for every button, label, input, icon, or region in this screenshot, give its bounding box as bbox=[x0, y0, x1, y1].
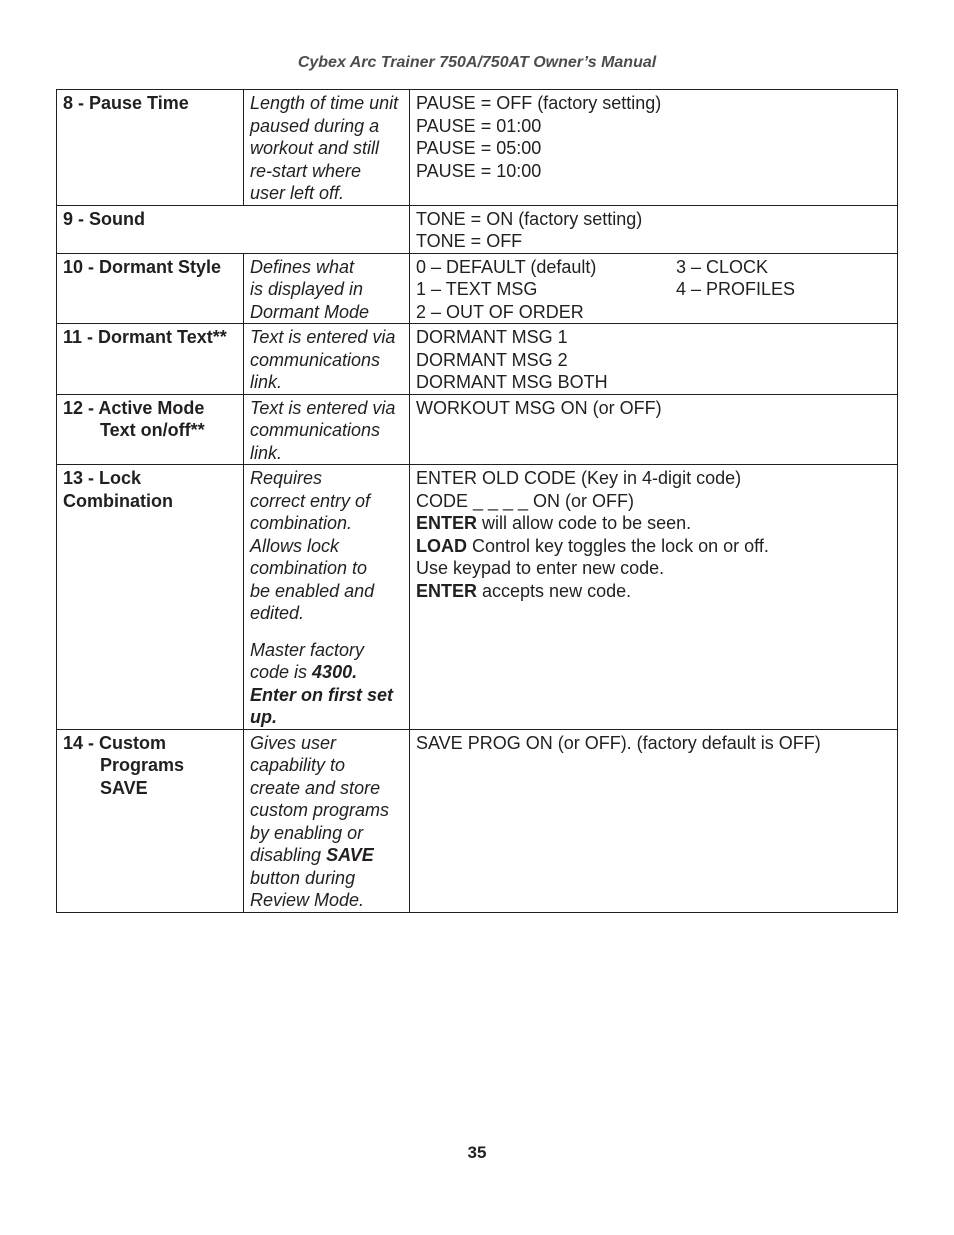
description-line: combination. bbox=[250, 513, 353, 533]
enter-key-label: ENTER bbox=[416, 580, 478, 601]
option-text: Control key toggles the lock on or off. bbox=[467, 535, 769, 556]
settings-table bbox=[56, 89, 898, 913]
description-line: communications bbox=[250, 349, 381, 370]
description-line: re-start where bbox=[250, 160, 362, 181]
option-line: 2 – OUT OF ORDER bbox=[416, 301, 584, 322]
description-line: custom programs bbox=[250, 800, 390, 820]
option-line: DORMANT MSG 1 bbox=[416, 327, 568, 347]
description-line: link. bbox=[250, 372, 283, 392]
option-line: PAUSE = OFF (factory setting) bbox=[416, 93, 662, 113]
setting-name-continued: Programs bbox=[100, 755, 185, 775]
option-text: will allow code to be seen. bbox=[477, 513, 692, 533]
setting-description-cell bbox=[244, 729, 410, 912]
description-line: edited. bbox=[250, 603, 305, 623]
setting-description-cell bbox=[244, 253, 410, 324]
load-key-label: LOAD bbox=[416, 535, 467, 556]
page-header-title: Cybex Arc Trainer 750A/750AT Owner’s Manual bbox=[297, 54, 657, 71]
description-line: create and store bbox=[250, 777, 381, 798]
setting-options-cell bbox=[410, 324, 898, 395]
setting-name: 12 - Active Mode bbox=[63, 397, 205, 418]
setting-name: 9 - Sound bbox=[63, 208, 145, 229]
enter-key-label: ENTER bbox=[416, 513, 478, 533]
option-line: DORMANT MSG 2 bbox=[416, 349, 568, 370]
setting-name-continued: Combination bbox=[63, 490, 173, 511]
description-line: Defines what bbox=[250, 256, 355, 277]
option-line: PAUSE = 05:00 bbox=[416, 138, 542, 158]
setting-description-cell bbox=[244, 465, 410, 730]
description-line: be enabled and bbox=[250, 580, 375, 601]
setting-name-cell bbox=[57, 205, 410, 253]
option-line: WORKOUT MSG ON (or OFF) bbox=[416, 397, 662, 418]
setting-name-cell bbox=[57, 253, 244, 324]
option-line bbox=[416, 580, 892, 603]
setting-name-cell bbox=[57, 90, 244, 206]
description-line: Requires bbox=[250, 468, 323, 488]
setting-name: 11 - Dormant Text** bbox=[63, 327, 227, 347]
master-code-line bbox=[250, 661, 404, 684]
table-row bbox=[57, 324, 898, 395]
description-line: Text is entered via bbox=[250, 397, 396, 418]
setting-name-cell bbox=[57, 729, 244, 912]
setting-name-cell bbox=[57, 324, 244, 395]
setting-options-cell bbox=[410, 253, 898, 324]
setting-description-cell bbox=[244, 324, 410, 395]
description-line: workout and still bbox=[250, 138, 380, 158]
setting-name-continued: SAVE bbox=[100, 777, 148, 798]
setting-description-cell bbox=[244, 90, 410, 206]
option-line: SAVE PROG ON (or OFF). (factory default is OFF) bbox=[416, 732, 821, 753]
table-row bbox=[57, 394, 898, 465]
description-text: disabling bbox=[250, 845, 327, 865]
option-line: DORMANT MSG BOTH bbox=[416, 372, 608, 392]
option-line bbox=[416, 512, 892, 535]
master-code-value: 4300. bbox=[312, 662, 358, 682]
option-line: Use keypad to enter new code. bbox=[416, 558, 665, 578]
setting-options-cell bbox=[410, 729, 898, 912]
table-row bbox=[57, 465, 898, 730]
option-line: 1 – TEXT MSG bbox=[416, 279, 538, 299]
description-line: Gives user bbox=[250, 732, 337, 753]
description-line: paused during a bbox=[250, 115, 380, 136]
page-number: 35 bbox=[467, 1143, 487, 1162]
description-line: combination to bbox=[250, 558, 368, 578]
option-line: PAUSE = 01:00 bbox=[416, 115, 542, 136]
option-line: TONE = ON (factory setting) bbox=[416, 208, 643, 229]
master-code-line: Master factory bbox=[250, 639, 365, 660]
setting-options-cell bbox=[410, 465, 898, 730]
option-line: 3 – CLOCK bbox=[676, 256, 769, 277]
description-line: by enabling or bbox=[250, 822, 364, 843]
description-line: Review Mode. bbox=[250, 890, 365, 910]
description-line: capability to bbox=[250, 755, 346, 775]
save-button-label: SAVE bbox=[326, 845, 374, 865]
master-code-label: code is bbox=[250, 662, 313, 682]
description-line: communications bbox=[250, 420, 381, 440]
description-line: is displayed in bbox=[250, 279, 364, 299]
setting-name: 13 - Lock bbox=[63, 468, 142, 488]
description-line: Dormant Mode bbox=[250, 301, 370, 322]
table-row bbox=[57, 729, 898, 912]
setting-name: 8 - Pause Time bbox=[63, 93, 189, 113]
setting-options-cell bbox=[410, 90, 898, 206]
description-line bbox=[250, 844, 404, 867]
setting-name-cell bbox=[57, 465, 244, 730]
option-line: 4 – PROFILES bbox=[676, 279, 796, 299]
setting-description-cell bbox=[244, 394, 410, 465]
table-row bbox=[57, 90, 898, 206]
description-line: Allows lock bbox=[250, 535, 340, 556]
table-row bbox=[57, 253, 898, 324]
description-line: button during bbox=[250, 867, 356, 888]
master-code-note: up. bbox=[250, 707, 277, 727]
option-line: 0 – DEFAULT (default) bbox=[416, 256, 597, 277]
description-line: link. bbox=[250, 442, 283, 463]
setting-name-continued: Text on/off** bbox=[100, 420, 205, 440]
setting-options-cell bbox=[410, 394, 898, 465]
option-text: accepts new code. bbox=[477, 580, 632, 601]
master-code-note: Enter on first set bbox=[250, 684, 394, 705]
option-line: TONE = OFF bbox=[416, 231, 523, 251]
description-line: user left off. bbox=[250, 183, 345, 203]
setting-options-cell bbox=[410, 205, 898, 253]
option-line: CODE _ _ _ _ ON (or OFF) bbox=[416, 490, 635, 511]
setting-name: 10 - Dormant Style bbox=[63, 256, 222, 277]
table-row bbox=[57, 205, 898, 253]
option-line: PAUSE = 10:00 bbox=[416, 160, 542, 181]
description-line: correct entry of bbox=[250, 490, 371, 511]
option-line bbox=[416, 535, 892, 558]
description-line: Length of time unit bbox=[250, 93, 399, 113]
setting-name: 14 - Custom bbox=[63, 732, 167, 753]
option-line: ENTER OLD CODE (Key in 4-digit code) bbox=[416, 468, 742, 488]
setting-name-cell bbox=[57, 394, 244, 465]
description-line: Text is entered via bbox=[250, 327, 396, 347]
